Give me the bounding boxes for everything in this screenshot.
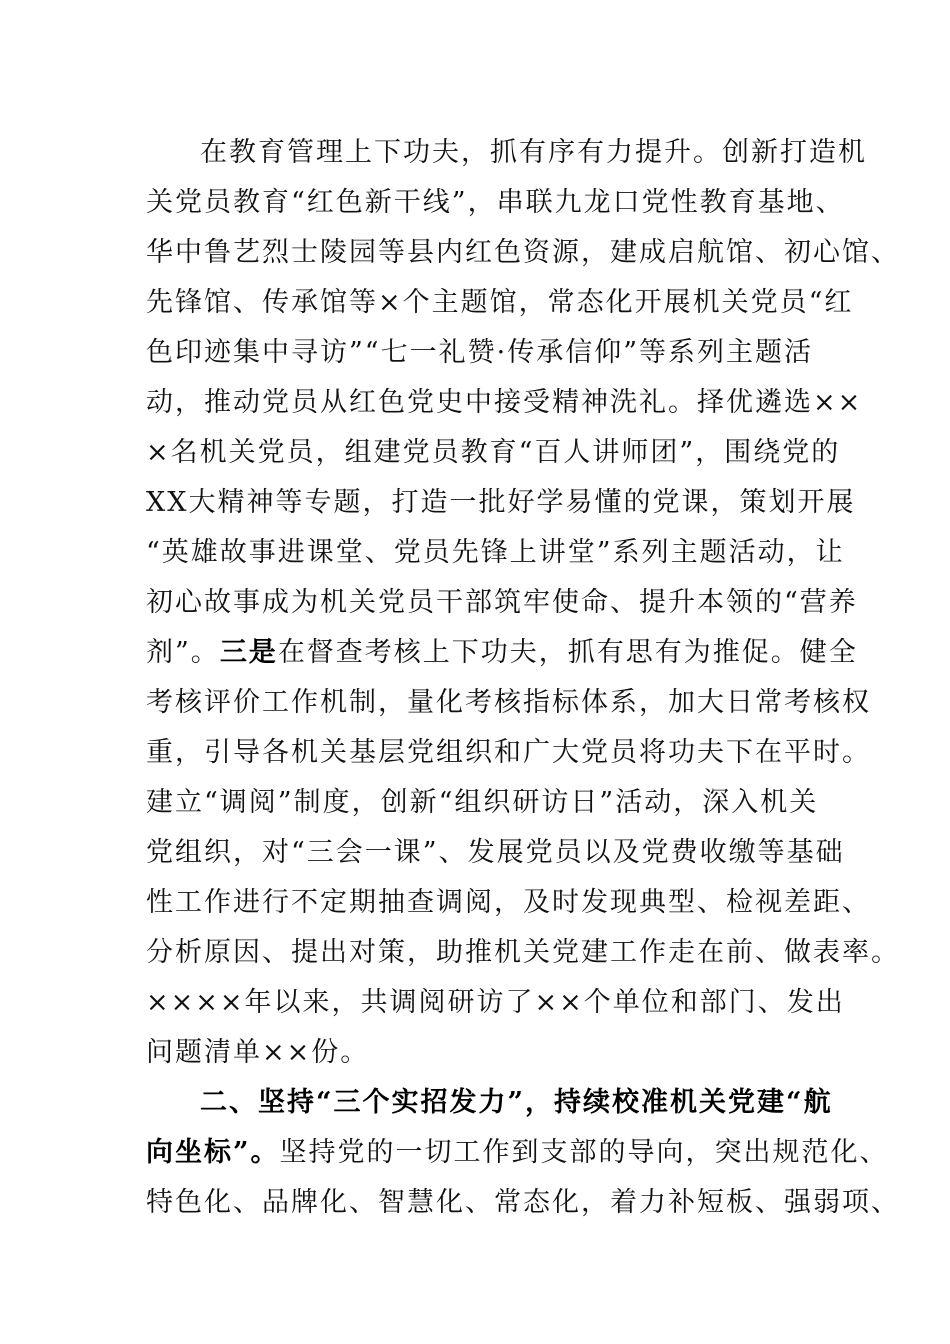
paragraph-line-7: ×名机关党员，组建党员教育“百人讲师团”，围绕党的 (146, 437, 841, 468)
paragraph-line-5: 色印迹集中寻访”“七一礼赞·传承信仰”等系列主题活 (146, 337, 813, 368)
paragraph-line-17: 分析原因、提出对策，助推机关党建工作走在前、做表率。 (146, 937, 900, 968)
paragraph-line-16: 性工作进行不定期抽查调阅，及时发现典型、检视差距、 (146, 887, 871, 918)
paragraph-line-20: 特色化、品牌化、智慧化、常态化，着力补短板、强弱项、 (146, 1187, 900, 1218)
paragraph-line-6: 动，推动党员从红色党史中接受精神洗礼。择优遴选×× (146, 387, 863, 418)
paragraph-line-1: 在教育管理上下功夫，抓有序有力提升。创新打造机 (200, 137, 867, 168)
paragraph-line-19: 问题清单××份。 (146, 1037, 370, 1068)
section-heading-line-2 (146, 1136, 889, 1170)
paragraph-line-12: 考核评价工作机制，量化考核指标体系，加大日常考核权 (146, 687, 871, 718)
paragraph-line-15: 党组织，对“三会一课”、发展党员以及党费收缴等基础 (146, 837, 845, 868)
section-heading-line-1: 二、坚持“三个实招发力”，持续校准机关党建“航 (200, 1087, 833, 1118)
paragraph-line-11 (146, 636, 858, 670)
line-rest-text: 在督查考核上下功夫，抓有思有为推促。健全 (277, 637, 858, 668)
paragraph-line-13: 重，引导各机关基层党组织和广大党员将功夫下在平时。 (146, 737, 871, 768)
ordinal-heading-bold: 三是 (219, 637, 278, 668)
section-heading-bold: 向坐标”。 (146, 1137, 280, 1168)
paragraph-line-9: “英雄故事进课堂、党员先锋上讲堂”系列主题活动，让 (146, 537, 845, 568)
line-rest-text: 坚持党的一切工作到支部的导向，突出规范化、 (279, 1137, 889, 1168)
paragraph-line-14: 建立“调阅”制度，创新“组织研访日”活动，深入机关 (146, 787, 819, 818)
paragraph-line-18: ××××年以来，共调阅研访了××个单位和部门、发出 (146, 987, 845, 1018)
paragraph-line-3: 华中鲁艺烈士陵园等县内红色资源，建成启航馆、初心馆、 (146, 237, 900, 268)
paragraph-line-8: XX大精神等专题，打造一批好学易懂的党课，策划开展 (146, 487, 856, 518)
paragraph-line-2: 关党员教育“红色新干线”，串联九龙口党性教育基地、 (146, 187, 845, 218)
line-start-text: 剂”。 (146, 637, 220, 668)
paragraph-line-4: 先锋馆、传承馆等×个主题馆，常态化开展机关党员“红 (146, 287, 854, 318)
paragraph-line-10: 初心故事成为机关党员干部筑牢使命、提升本领的“营养 (146, 587, 858, 618)
